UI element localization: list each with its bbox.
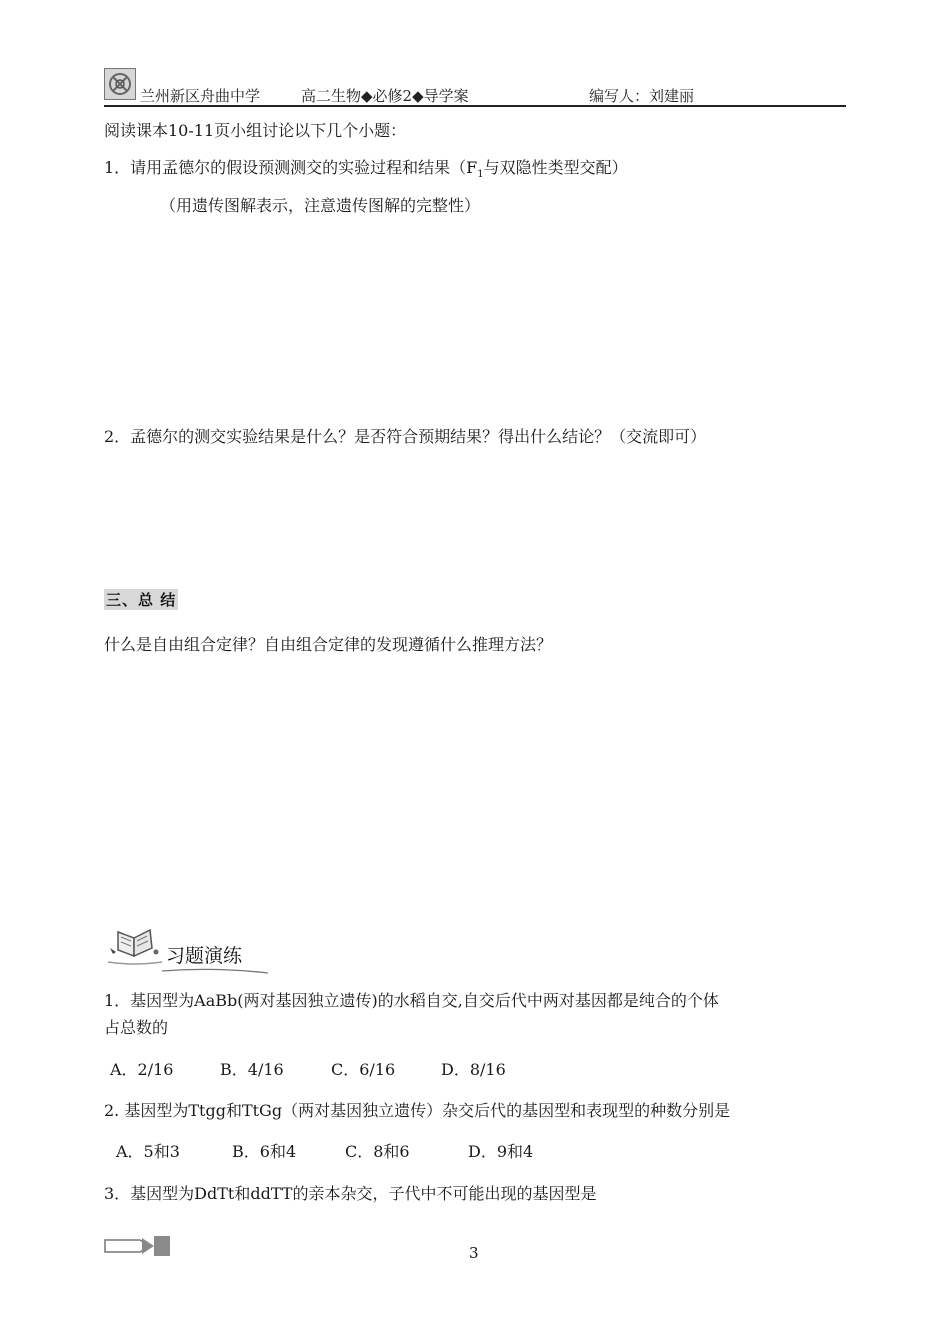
discussion-question-1 (104, 155, 628, 180)
exercise-question-1: 1．基因型为AaBb(两对基因独立遗传)的水稻自交,自交后代中两对基因都是纯合的个体 (104, 991, 719, 1010)
exercise-section-title: 习题演练 (166, 945, 243, 967)
exercise-question-3: 3．基因型为DdTt和ddTT的亲本杂交，子代中不可能出现的基因型是 (104, 1184, 597, 1203)
header-divider (104, 105, 846, 107)
page-number: 3 (469, 1244, 479, 1262)
intro-text: 阅读课本10-11页小组讨论以下几个小题： (104, 121, 407, 140)
exercise-question-1-cont: 占总数的 (104, 1018, 169, 1037)
header-author: 编写人：刘建丽 (589, 87, 695, 105)
exercise-question-2: 2. 基因型为Ttgg和TtGg（两对基因独立遗传）杂交后代的基因型和表现型的种数分别是 (104, 1101, 731, 1120)
exercise-2-option-c: C．8和6 (345, 1142, 410, 1161)
exercise-1-option-a: A．2/16 (110, 1060, 174, 1079)
header-course: 高二生物◆必修2◆导学案 (301, 87, 469, 105)
header-school: 兰州新区舟曲中学 (140, 87, 261, 105)
footer-block (154, 1236, 170, 1256)
exercise-1-option-b: B．4/16 (220, 1060, 284, 1079)
discussion-question-2: 2．孟德尔的测交实验结果是什么？是否符合预期结果？得出什么结论？（交流即可） (104, 427, 707, 446)
exercise-2-option-b: B．6和4 (232, 1142, 297, 1161)
exercise-title-underline (160, 960, 270, 979)
discussion-question-1-note: （用遗传图解表示，注意遗传图解的完整性） (160, 196, 481, 215)
exercise-2-option-a: A．5和3 (116, 1142, 180, 1161)
footer-arrow-icon (104, 1236, 156, 1260)
exercise-2-option-d: D．9和4 (468, 1142, 534, 1161)
section-heading-summary: 三、总 结 (106, 591, 177, 609)
q1-subscript: 1 (477, 169, 484, 181)
exercise-1-option-c: C．6/16 (331, 1060, 396, 1079)
q1-text-b: 与双隐性类型交配） (483, 158, 628, 177)
exercise-book-icon (104, 922, 166, 970)
school-emblem-icon (105, 69, 135, 99)
exercise-1-option-d: D．8/16 (441, 1060, 506, 1079)
q1-text-a: 1．请用孟德尔的假设预测测交的实验过程和结果（F (104, 158, 478, 177)
summary-question: 什么是自由组合定律？自由组合定律的发现遵循什么推理方法？ (104, 635, 553, 654)
school-logo (104, 68, 136, 100)
